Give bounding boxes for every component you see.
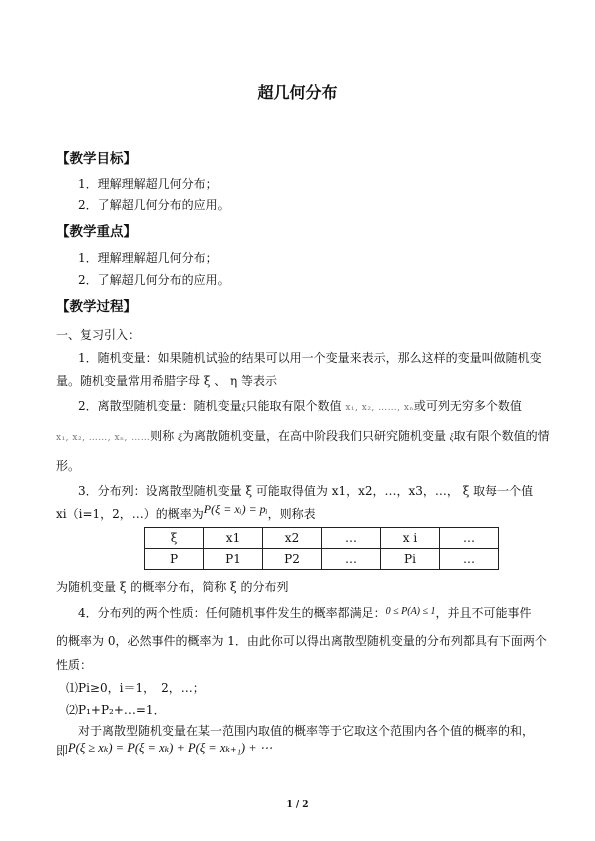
table-cell: P2 xyxy=(263,549,322,570)
para5-line2 xyxy=(56,742,272,759)
para5-line1: 对于离散型随机变量在某一范围内取值的概率等于它取这个范围内各个值的概率的和， xyxy=(78,724,535,738)
table-row xyxy=(145,528,499,549)
property-2: ⑵P₁+P₂+…=1． xyxy=(66,703,166,717)
distribution-table xyxy=(144,527,499,570)
property-1: ⑴Pi≥0，i＝1， 2，…； xyxy=(66,681,205,695)
xi-symbol: ξ xyxy=(241,402,246,412)
cumulative-probability-formula: P(ξ ≥ xₖ) = P(ξ = xₖ) + P(ξ = xₖ₊₁) + ⋯ xyxy=(68,741,273,755)
xi-symbol: ξ xyxy=(449,432,454,442)
para3-line2 xyxy=(56,502,316,522)
table-cell: ξ xyxy=(145,528,204,549)
table-cell: x1 xyxy=(204,528,263,549)
para4-text-a: 4．分布列的两个性质：任何随机事件发生的概率都满足： xyxy=(78,606,386,620)
para1-line2: 量。随机变量常用希腊字母 ξ 、 η 等表示 xyxy=(56,374,278,388)
table-cell: P1 xyxy=(204,549,263,570)
para4-line1 xyxy=(78,604,532,621)
values-finite: x₁, x₂, ……, xₙ xyxy=(345,403,414,413)
para4-line2: 的概率为 0，必然事件的概率为 1．由此你可以得出离散型随机变量的分布列都具有下面两个 xyxy=(56,634,547,648)
para4-text-b: ，并且不可能事件 xyxy=(435,606,532,620)
table-row xyxy=(145,549,499,570)
section-heading-keypoints: 【教学重点】 xyxy=(56,224,137,240)
para2-text-b: 只能取有限个数值 xyxy=(245,399,342,413)
page-title: 超几何分布 xyxy=(257,83,338,102)
probability-formula: P(ξ = xᵢ) = pᵢ xyxy=(203,502,268,516)
table-cell: … xyxy=(440,528,499,549)
values-infinite: x₁, x₂, ……, xₙ, …… xyxy=(56,433,151,443)
para3-line1: 3．分布列：设离散型随机变量 ξ 可能取得值为 x1，x2，…，x3，…， ξ 取每一个值 xyxy=(78,484,534,498)
table-cell: x i xyxy=(381,528,440,549)
goal-item-1: 1．理解理解超几何分布； xyxy=(78,177,218,191)
para2-text-a: 2．离散型随机变量：随机变量 xyxy=(78,399,242,413)
table-cell: Pi xyxy=(381,549,440,570)
para2-text-c: 或可列无穷多个数值 xyxy=(413,399,522,413)
probability-range-formula: 0 ≤ P(A) ≤ 1 xyxy=(385,606,436,617)
para1-line1: 1．随机变量：如果随机试验的结果可以用一个变量来表示，那么这样的变量叫做随机变 xyxy=(78,351,542,365)
para2-text-e: 为离散随机变量，在高中阶段我们只研究随机变量 xyxy=(181,429,446,443)
section-heading-goals: 【教学目标】 xyxy=(56,151,137,167)
table-cell: x2 xyxy=(263,528,322,549)
para2-line2 xyxy=(56,427,550,444)
para5-text-a: 即 xyxy=(56,744,69,758)
section-heading-process: 【教学过程】 xyxy=(56,299,137,315)
table-cell: … xyxy=(322,549,381,570)
para2-line3: 形。 xyxy=(56,459,81,473)
xi-symbol: ξ xyxy=(178,432,182,442)
para4-line3: 性质： xyxy=(56,658,93,672)
goal-item-2: 2．了解超几何分布的应用。 xyxy=(78,198,230,212)
keypoint-item-1: 1．理解理解超几何分布； xyxy=(78,251,218,265)
page-number: 1 / 2 xyxy=(286,800,309,810)
para2-text-d: 则称 xyxy=(150,429,175,443)
para3-after-table: 为随机变量 ξ 的概率分布，简称 ξ 的分布列 xyxy=(56,580,289,594)
table-cell: … xyxy=(440,549,499,570)
table-cell: … xyxy=(322,528,381,549)
para2-text-f: 取有限个数值的情 xyxy=(453,429,550,443)
para2-line1 xyxy=(78,397,522,414)
table-cell: P xyxy=(145,549,204,570)
para3-text-a: xi（i=1，2，…）的概率为 xyxy=(56,507,204,521)
keypoint-item-2: 2．了解超几何分布的应用。 xyxy=(78,273,230,287)
intro-label: 一、复习引入： xyxy=(56,328,141,342)
para3-text-b: ，则称表 xyxy=(267,507,316,521)
